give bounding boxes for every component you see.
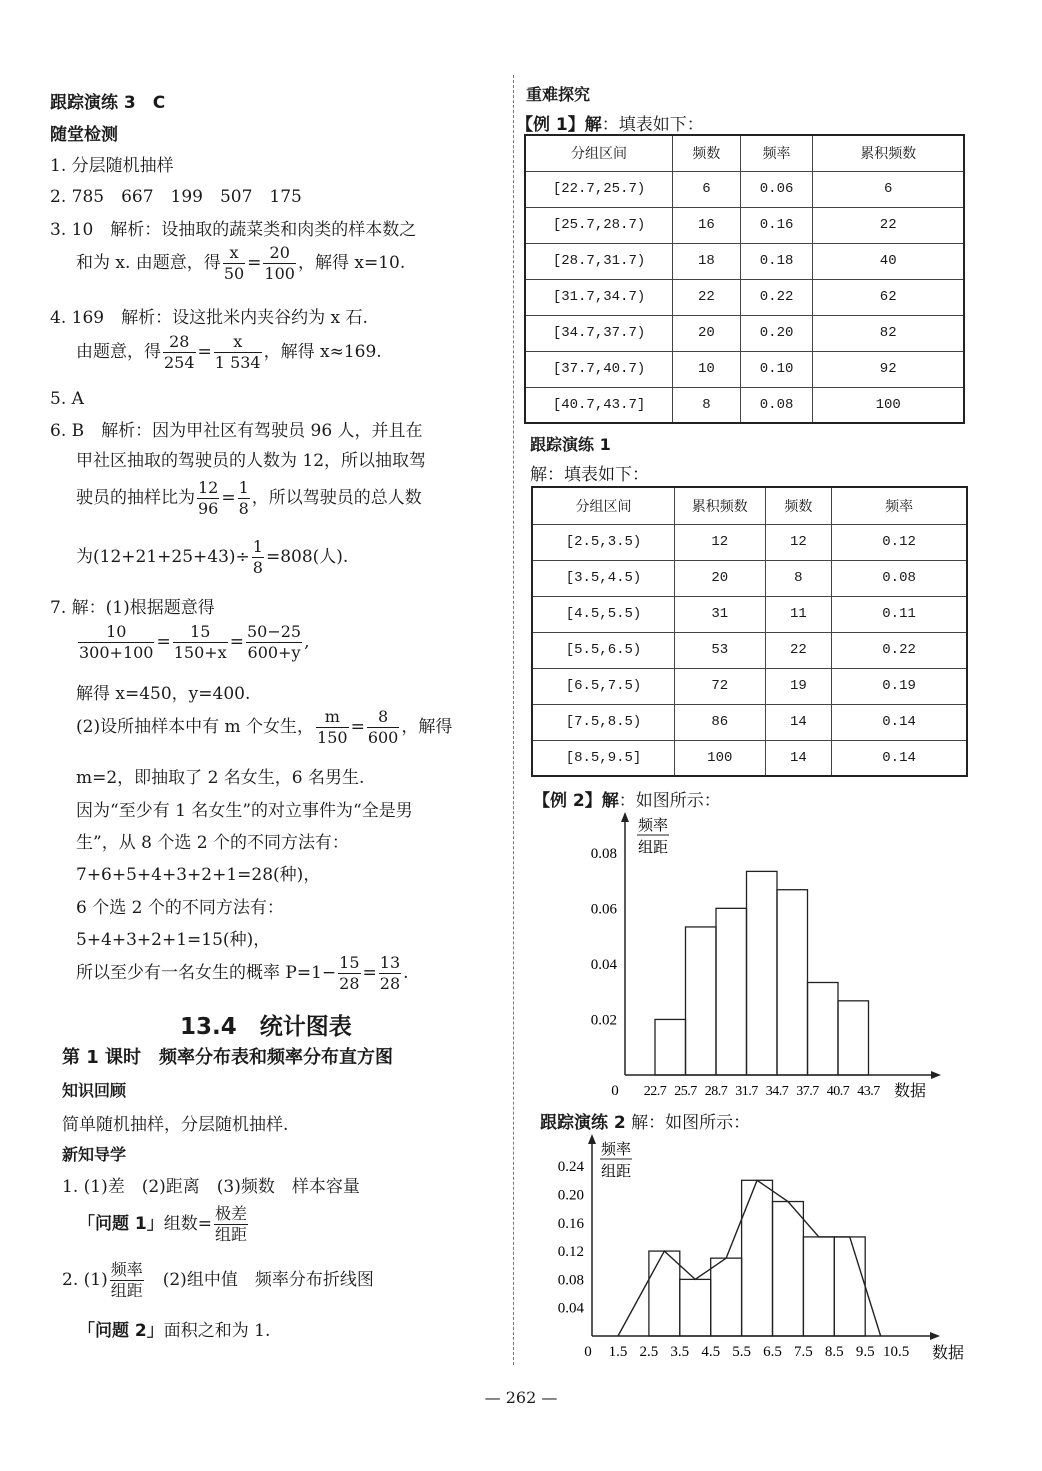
x-tick-label: 28.7: [704, 1084, 728, 1099]
section-title: 13.4 统计图表: [180, 1014, 352, 1040]
table-cell: 0.20: [740, 315, 813, 351]
answer-6-line2: 甲社区抽取的驾驶员的人数为 12，所以抽取驾: [76, 451, 427, 471]
table-cell: 0.19: [832, 668, 967, 704]
y-tick-label: 0.12: [557, 1244, 584, 1261]
y-axis-label-numerator: 频率: [637, 818, 669, 834]
table-cell: 22: [673, 279, 741, 315]
table-cell: 0.11: [832, 596, 967, 632]
y-axis-arrow: [621, 812, 629, 822]
answer-7-eq: $\frac{10}{300+100}$ = $\frac{15}{150+x}$ = $\frac{50-25}{600+y}$ ,: [79, 622, 310, 662]
col-header: 频数: [765, 487, 832, 524]
table-cell: [37.7,40.7): [525, 351, 673, 387]
answer-5: 5. A: [50, 389, 84, 409]
answer-7-part2: (2)设所抽样本中有 m 个女生， $\frac{m}{150}$ = $\frac{8}{600}$ ，解得: [76, 707, 453, 747]
knowledge-review-heading: 知识回顾: [62, 1081, 127, 1100]
table-cell: 31: [675, 596, 766, 632]
histogram-bar: [803, 1237, 834, 1336]
table-cell: 0.06: [740, 171, 813, 207]
y-tick-label: 0.24: [557, 1159, 584, 1176]
track-exercise-2-label: 跟踪演练 2 解：如图所示：: [540, 1113, 751, 1133]
column-divider: [513, 75, 514, 1365]
answer-6-line3: 驶员的抽样比为 $\frac{12}{96}$ = $\frac{1}{8}$ ，所以驾驶员的总人数: [76, 478, 422, 518]
table-cell: 86: [675, 704, 766, 740]
table-cell: 0.14: [832, 704, 967, 740]
histogram-track-exercise-2: [540, 1132, 980, 1362]
histogram-bar: [716, 908, 747, 1075]
table-cell: 0.14: [832, 740, 967, 776]
x-tick-label: 9.5: [855, 1344, 875, 1360]
answer-7-line8: 6 个选 2 个的不同方法有：: [76, 898, 284, 918]
col-header: 分组区间: [532, 487, 675, 524]
y-tick-label: 0.02: [590, 1012, 617, 1029]
table-cell: 14: [765, 704, 832, 740]
col-header: 频率: [740, 135, 813, 171]
histogram-bar: [680, 1279, 711, 1336]
frequency-polygon-line: [618, 1180, 881, 1336]
table-cell: 72: [675, 668, 766, 704]
answer-3: 3. 10 解析：设抽取的蔬菜类和肉类的样本数之: [50, 220, 417, 240]
key-problems-heading: 重难探究: [526, 85, 591, 104]
x-axis-label: 数据: [931, 1345, 965, 1362]
table-row: [532, 560, 967, 596]
histogram-bar: [808, 983, 839, 1076]
table-example-1: [524, 134, 965, 424]
answer-7-line10: 所以至少有一名女生的概率 P=1− $\frac{15}{28}$ = $\frac{13}{28}$ .: [76, 953, 409, 993]
x-tick-label: 1.5: [608, 1344, 628, 1360]
answer-7-line6: 生”，从 8 个选 2 个的不同方法有：: [76, 833, 349, 853]
table-cell: 0.12: [832, 524, 967, 560]
y-tick-label: 0.08: [590, 845, 617, 862]
x-axis-arrow: [930, 1332, 940, 1340]
x-tick-label: 4.5: [701, 1344, 721, 1360]
answer-7-line9: 5+4+3+2+1=15(种)，: [76, 930, 271, 950]
table-cell: [34.7,37.7): [525, 315, 673, 351]
table-cell: [28.7,31.7): [525, 243, 673, 279]
table-row: [532, 596, 967, 632]
table-cell: 62: [813, 279, 964, 315]
table-cell: 8: [673, 387, 741, 423]
histogram-example-2: [575, 810, 955, 1102]
table-cell: 92: [813, 351, 964, 387]
example-2-label: 【例 2】解：如图所示：: [533, 791, 721, 811]
table-header-row: [525, 135, 964, 171]
histogram-bar: [686, 927, 717, 1075]
table-cell: 18: [673, 243, 741, 279]
quiz-heading: 随堂检测: [50, 125, 118, 145]
track-exercise-3: 跟踪演练 3 C: [50, 93, 166, 113]
histogram-bar: [655, 1019, 686, 1075]
table-row: [525, 279, 964, 315]
x-tick-label: 37.7: [796, 1084, 819, 1099]
table-row: [525, 171, 964, 207]
table-cell: [3.5,4.5): [532, 560, 675, 596]
table-cell: 20: [675, 560, 766, 596]
table-cell: [6.5,7.5): [532, 668, 675, 704]
table-cell: 19: [765, 668, 832, 704]
table-cell: [40.7,43.7]: [525, 387, 673, 423]
table-cell: 22: [765, 632, 832, 668]
table-cell: 0.08: [740, 387, 813, 423]
x-tick-label: 8.5: [824, 1344, 844, 1360]
table-cell: 100: [813, 387, 964, 423]
x-tick-label: 5.5: [732, 1344, 751, 1360]
lesson-title: 第 1 课时 频率分布表和频率分布直方图: [62, 1047, 394, 1068]
table-cell: 0.16: [740, 207, 813, 243]
table-cell: [22.7,25.7): [525, 171, 673, 207]
x-tick-label: 31.7: [735, 1084, 758, 1099]
answer-7-solve: 解得 x=450，y=400.: [76, 684, 251, 704]
page-number: — 262 —: [484, 1388, 558, 1407]
question-1: 「问题 1」组数= $\frac{\text{极差}}{\text{组距}}$: [78, 1204, 248, 1244]
table-row: [532, 632, 967, 668]
x-tick-label: 34.7: [765, 1084, 789, 1099]
table-cell: 0.10: [740, 351, 813, 387]
table-cell: 11: [765, 596, 832, 632]
x-tick-label: 6.5: [763, 1344, 782, 1360]
table-row: [532, 740, 967, 776]
table-cell: 20: [673, 315, 741, 351]
y-tick-label: 0.04: [557, 1300, 584, 1317]
histogram-bar: [834, 1237, 865, 1336]
table-row: [525, 315, 964, 351]
table-cell: [4.5,5.5): [532, 596, 675, 632]
col-header: 累积频数: [675, 487, 766, 524]
answer-7-line5: 因为“至少有 1 名女生”的对立事件为“全是男: [76, 801, 413, 821]
x-tick-label: 40.7: [826, 1084, 850, 1099]
histogram-bar: [742, 1180, 773, 1336]
origin-label: 0: [584, 1344, 592, 1360]
x-axis-label: 数据: [893, 1083, 927, 1100]
col-header: 频率: [832, 487, 967, 524]
table-row: [532, 668, 967, 704]
x-tick-label: 22.7: [643, 1084, 667, 1099]
y-tick-label: 0.20: [557, 1187, 584, 1204]
col-header: 频数: [673, 135, 741, 171]
y-tick-label: 0.06: [590, 901, 617, 918]
table-cell: 53: [675, 632, 766, 668]
table-cell: [25.7,28.7): [525, 207, 673, 243]
table-cell: [2.5,3.5): [532, 524, 675, 560]
table-cell: [31.7,34.7): [525, 279, 673, 315]
y-tick-label: 0.04: [590, 956, 617, 973]
table-row: [532, 704, 967, 740]
x-tick-label: 7.5: [794, 1344, 813, 1360]
histogram-bar: [773, 1202, 804, 1336]
table-cell: 82: [813, 315, 964, 351]
table-row: [532, 524, 967, 560]
col-header: 分组区间: [525, 135, 673, 171]
table-row: [525, 207, 964, 243]
table-cell: 100: [675, 740, 766, 776]
table-track-exercise-1: [531, 486, 968, 777]
answer-6-line4: 为(12+21+25+43)÷ $\frac{1}{8}$ =808(人).: [76, 537, 349, 577]
answer-7-line4: m=2，即抽取了 2 名女生，6 名男生.: [76, 768, 365, 788]
x-tick-label: 2.5: [639, 1344, 659, 1360]
table-cell: 40: [813, 243, 964, 279]
knowledge-review-text: 简单随机抽样，分层随机抽样.: [62, 1115, 289, 1135]
table-cell: 12: [675, 524, 766, 560]
table-cell: 0.08: [832, 560, 967, 596]
table-cell: 0.22: [832, 632, 967, 668]
col-header: 累积频数: [813, 135, 964, 171]
answer-1: 1. 分层随机抽样: [50, 156, 174, 176]
x-axis-arrow: [931, 1071, 941, 1079]
x-tick-label: 43.7: [857, 1084, 880, 1099]
table-cell: 8: [765, 560, 832, 596]
answer-4: 4. 169 解析：设这批米内夹谷约为 x 石.: [50, 308, 368, 328]
table-cell: 0.18: [740, 243, 813, 279]
x-tick-label: 25.7: [674, 1084, 697, 1099]
table-cell: 16: [673, 207, 741, 243]
table-row: [525, 351, 964, 387]
question-2: 「问题 2」面积之和为 1.: [78, 1321, 271, 1341]
y-axis-label-denominator: 组距: [600, 1164, 632, 1180]
y-tick-label: 0.16: [557, 1215, 584, 1232]
table-cell: 6: [673, 171, 741, 207]
table-row: [525, 387, 964, 423]
histogram-bar: [649, 1251, 680, 1336]
x-tick-label: 10.5: [882, 1344, 910, 1360]
example-1-label: 【例 1】解：填表如下：: [516, 115, 704, 135]
answer-3-cont: 和为 x. 由题意，得 $\frac{x}{50}$ = $\frac{20}{100}$ ，解得 x=10.: [76, 243, 406, 283]
histogram-bar: [747, 871, 778, 1075]
table-cell: 0.22: [740, 279, 813, 315]
answer-4-cont: 由题意，得 $\frac{28}{254}$ = $\frac{x}{1 534}$ ，解得 x≈169.: [76, 332, 382, 372]
histogram-bar: [711, 1258, 742, 1336]
y-axis-arrow: [588, 1134, 596, 1144]
table-cell: 10: [673, 351, 741, 387]
y-tick-label: 0.08: [557, 1272, 584, 1289]
y-axis-label-numerator: 频率: [600, 1142, 632, 1158]
histogram-bar: [838, 1001, 869, 1075]
table-row: [525, 243, 964, 279]
table-cell: 12: [765, 524, 832, 560]
table-cell: [5.5,6.5): [532, 632, 675, 668]
answer-7-line7: 7+6+5+4+3+2+1=28(种)，: [76, 865, 321, 885]
table-cell: 6: [813, 171, 964, 207]
histogram-bar: [777, 890, 808, 1075]
new-knowledge-2: 2. (1) $\frac{\text{频率}}{\text{组距}}$ (2)组中值 频率分布折线图: [62, 1260, 374, 1300]
table-cell: 22: [813, 207, 964, 243]
table-header-row: [532, 487, 967, 524]
table-cell: [8.5,9.5]: [532, 740, 675, 776]
new-knowledge-heading: 新知导学: [62, 1145, 127, 1164]
table-cell: 14: [765, 740, 832, 776]
new-knowledge-1: 1. (1)差 (2)距离 (3)频数 样本容量: [62, 1177, 360, 1197]
y-axis-label-denominator: 组距: [637, 840, 669, 856]
track-exercise-1-text: 解：填表如下：: [530, 465, 649, 485]
origin-label: 0: [611, 1083, 619, 1099]
track-exercise-1-heading: 跟踪演练 1: [530, 435, 611, 454]
answer-7: 7. 解：(1)根据题意得: [50, 598, 215, 618]
table-cell: [7.5,8.5): [532, 704, 675, 740]
x-tick-label: 3.5: [670, 1344, 690, 1360]
answer-2: 2. 785 667 199 507 175: [50, 187, 302, 207]
answer-6: 6. B 解析：因为甲社区有驾驶员 96 人，并且在: [50, 421, 423, 441]
